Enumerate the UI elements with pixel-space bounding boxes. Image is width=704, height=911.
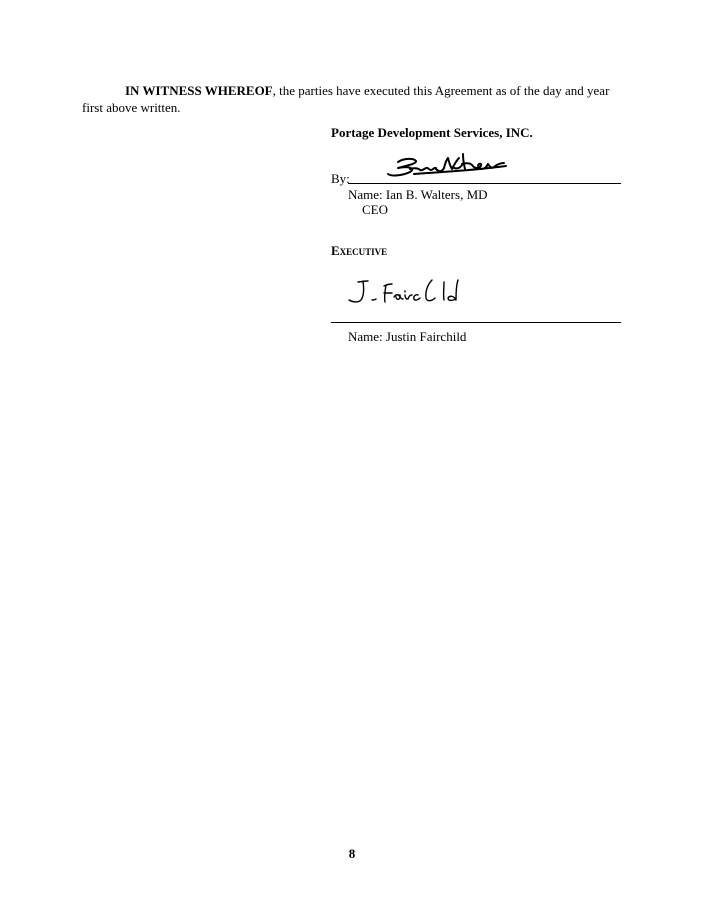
executive-signature-line xyxy=(331,322,621,323)
witness-paragraph xyxy=(82,82,622,116)
witness-lead: IN WITNESS WHEREOF xyxy=(125,83,273,98)
executive-signature-image xyxy=(344,276,466,310)
executive-signer-name: Name: Justin Fairchild xyxy=(348,329,467,344)
page-number: 8 xyxy=(348,846,356,861)
company-signer-title: CEO xyxy=(362,202,388,217)
by-label: By: xyxy=(331,171,350,186)
company-signer-name: Name: Ian B. Walters, MD xyxy=(348,187,488,202)
company-name: Portage Development Services, INC. xyxy=(331,125,533,140)
executive-label: Executive xyxy=(331,243,388,258)
company-signature-image xyxy=(384,150,508,186)
witness-text: , the parties have executed this Agreement as of the day and year first above written. xyxy=(82,83,610,115)
